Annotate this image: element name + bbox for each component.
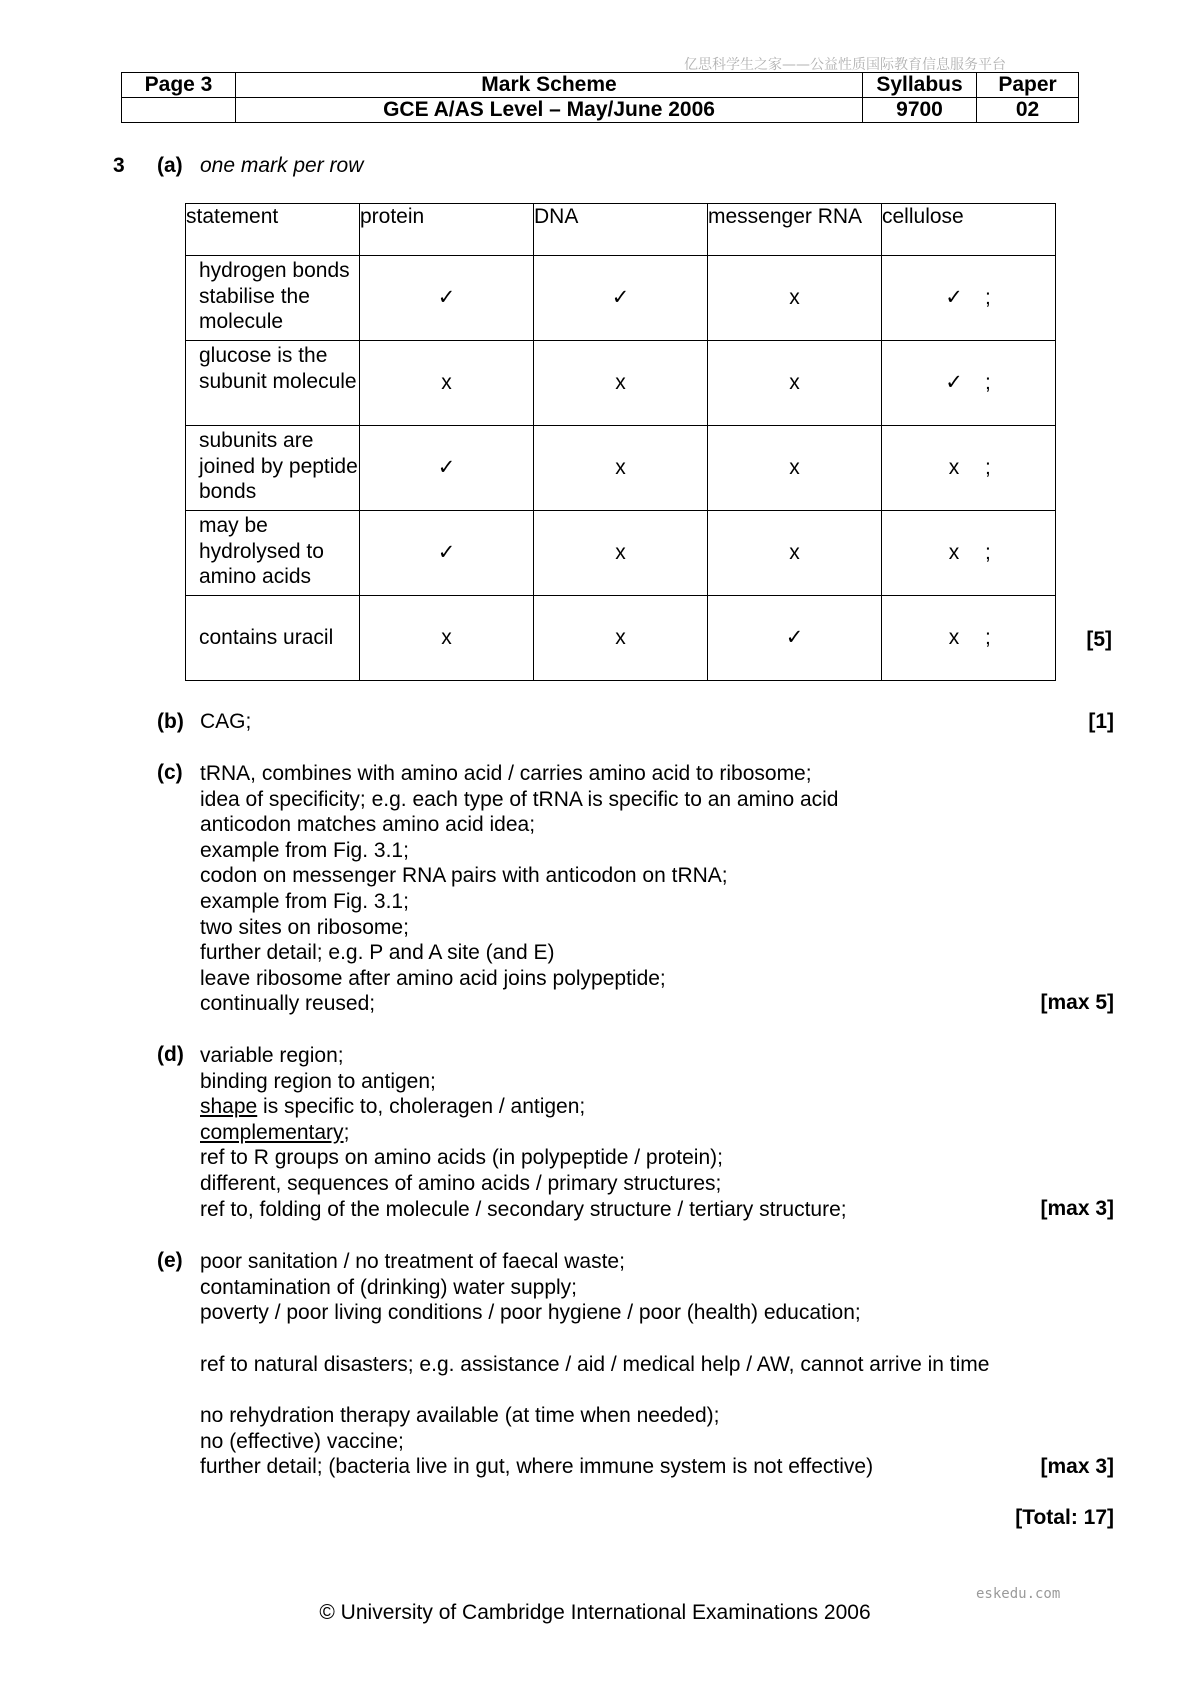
row-statement: glucose is the subunit molecule xyxy=(186,341,360,426)
mrna-mark: x xyxy=(789,286,800,310)
answer-line: anticodon matches amino acid idea; xyxy=(200,813,536,837)
mrna-mark: x xyxy=(789,371,800,395)
answer-table xyxy=(185,203,1056,681)
answer-line: codon on messenger RNA pairs with anticodon on tRNA; xyxy=(200,864,728,888)
cellulose-mark: x xyxy=(948,541,960,565)
answer-line: further detail; (bacteria live in gut, where immune system is not effective) xyxy=(200,1455,874,1479)
dna-mark: x xyxy=(615,456,626,480)
answer-line: tRNA, combines with amino acid / carries amino acid to ribosome; xyxy=(200,762,812,785)
row-statement: subunits are joined by peptide bonds xyxy=(186,426,360,511)
row-statement: may be hydrolysed to amino acids xyxy=(186,511,360,596)
answer-line: ref to natural disasters; e.g. assistance / aid / medical help / AW, cannot arrive in time xyxy=(200,1353,990,1376)
table-row xyxy=(186,256,1056,341)
answer-line: different, sequences of amino acids / primary structures; xyxy=(200,1171,722,1195)
underlined-keyword: shape xyxy=(200,1095,258,1119)
part-b-marks: [1] xyxy=(1088,710,1114,733)
part-d-marks: [max 3] xyxy=(1040,1197,1114,1220)
col-header-cellulose: cellulose xyxy=(882,204,1056,256)
col-header-mrna: messenger RNA xyxy=(708,204,882,256)
table-row xyxy=(186,341,1056,426)
answer-line: example from Fig. 3.1; xyxy=(200,889,409,913)
part-e-label: (e) xyxy=(157,1249,183,1272)
part-c-label: (c) xyxy=(157,761,183,784)
protein-mark: ✓ xyxy=(437,456,456,480)
answer-line: variable region; xyxy=(200,1044,344,1067)
cellulose-mark: ✓ xyxy=(945,286,963,310)
footer-copyright: © University of Cambridge International Examinations 2006 xyxy=(319,1601,871,1624)
answer-line: no rehydration therapy available (at time when needed); xyxy=(200,1404,720,1427)
mark-point-separator: ; xyxy=(985,541,991,565)
dna-mark: ✓ xyxy=(611,286,630,310)
part-b-label: (b) xyxy=(157,710,184,733)
document-subtitle: GCE A/AS Level – May/June 2006 xyxy=(236,98,863,123)
answer-line: poverty / poor living conditions / poor hygiene / poor (health) education; xyxy=(200,1301,861,1325)
answer-line: idea of specificity; e.g. each type of tRNA is specific to an amino acid xyxy=(200,787,839,811)
protein-mark: x xyxy=(441,626,452,650)
mrna-mark: x xyxy=(789,456,800,480)
answer-line: contamination of (drinking) water supply; xyxy=(200,1275,578,1299)
part-c-answer-list xyxy=(200,761,839,1017)
part-a-marks: [5] xyxy=(1086,628,1112,651)
cellulose-mark: x xyxy=(948,626,960,650)
question-number: 3 xyxy=(113,154,125,177)
dna-mark: x xyxy=(615,371,626,395)
question-total: [Total: 17] xyxy=(1015,1506,1114,1529)
paper-number: 02 xyxy=(977,98,1079,123)
col-header-dna: DNA xyxy=(534,204,708,256)
table-row xyxy=(186,426,1056,511)
protein-mark: x xyxy=(441,371,452,395)
mark-point-separator: ; xyxy=(985,371,991,395)
cellulose-mark: ✓ xyxy=(945,371,963,395)
page-label: Page 3 xyxy=(122,73,236,98)
answer-line: two sites on ribosome; xyxy=(200,915,409,939)
header-table xyxy=(121,72,1079,123)
protein-mark: ✓ xyxy=(437,541,456,565)
syllabus-code: 9700 xyxy=(863,98,977,123)
mrna-mark: x xyxy=(789,541,800,565)
answer-line xyxy=(200,1094,847,1120)
mark-point-separator: ; xyxy=(985,456,991,480)
part-b-answer: CAG; xyxy=(200,710,252,733)
document-title: Mark Scheme xyxy=(236,73,863,98)
table-row xyxy=(186,596,1056,681)
part-d-answer-list xyxy=(200,1043,847,1222)
header-empty-cell xyxy=(122,98,236,123)
answer-line: continually reused; xyxy=(200,992,376,1016)
row-statement: hydrogen bonds stabilise the molecule xyxy=(186,256,360,341)
watermark-bottom: eskedu.com xyxy=(976,1586,1061,1602)
protein-mark: ✓ xyxy=(437,286,456,310)
answer-line: example from Fig. 3.1; xyxy=(200,838,409,862)
answer-line: further detail; e.g. P and A site (and E) xyxy=(200,941,555,965)
part-a-instruction: one mark per row xyxy=(200,154,364,177)
table-header-row xyxy=(186,204,1056,256)
part-e-answer-group-2 xyxy=(200,1352,989,1378)
answer-line: no (effective) vaccine; xyxy=(200,1429,404,1453)
cellulose-mark: x xyxy=(948,456,960,480)
answer-line: binding region to antigen; xyxy=(200,1069,436,1093)
mark-point-separator: ; xyxy=(985,286,991,310)
answer-line-rest: is specific to, choleragen / antigen; xyxy=(257,1095,586,1119)
part-c-marks: [max 5] xyxy=(1040,991,1114,1014)
answer-line xyxy=(200,1120,847,1146)
dna-mark: x xyxy=(615,541,626,565)
dna-mark: x xyxy=(615,626,626,650)
syllabus-label: Syllabus xyxy=(863,73,977,98)
table-row xyxy=(186,511,1056,596)
underlined-keyword: complementary xyxy=(200,1120,344,1144)
mrna-mark: ✓ xyxy=(785,626,804,650)
part-e-answer-group-3 xyxy=(200,1403,873,1480)
part-d-label: (d) xyxy=(157,1043,184,1066)
answer-line: leave ribosome after amino acid joins polypeptide; xyxy=(200,966,666,990)
part-e-answer-group-1 xyxy=(200,1249,861,1326)
paper-label: Paper xyxy=(977,73,1079,98)
part-e-marks: [max 3] xyxy=(1040,1455,1114,1478)
mark-point-separator: ; xyxy=(985,626,991,650)
col-header-statement: statement xyxy=(186,204,360,256)
answer-line: ref to, folding of the molecule / secondary structure / tertiary structure; xyxy=(200,1197,847,1221)
part-a-label: (a) xyxy=(157,154,183,177)
row-statement: contains uracil xyxy=(186,596,360,681)
watermark-top: 亿思科学生之家——公益性质国际教育信息服务平台 xyxy=(684,57,1006,73)
answer-line: ref to R groups on amino acids (in polypeptide / protein); xyxy=(200,1146,723,1170)
answer-line: poor sanitation / no treatment of faecal waste; xyxy=(200,1250,625,1273)
answer-line-rest: ; xyxy=(343,1120,350,1144)
col-header-protein: protein xyxy=(360,204,534,256)
